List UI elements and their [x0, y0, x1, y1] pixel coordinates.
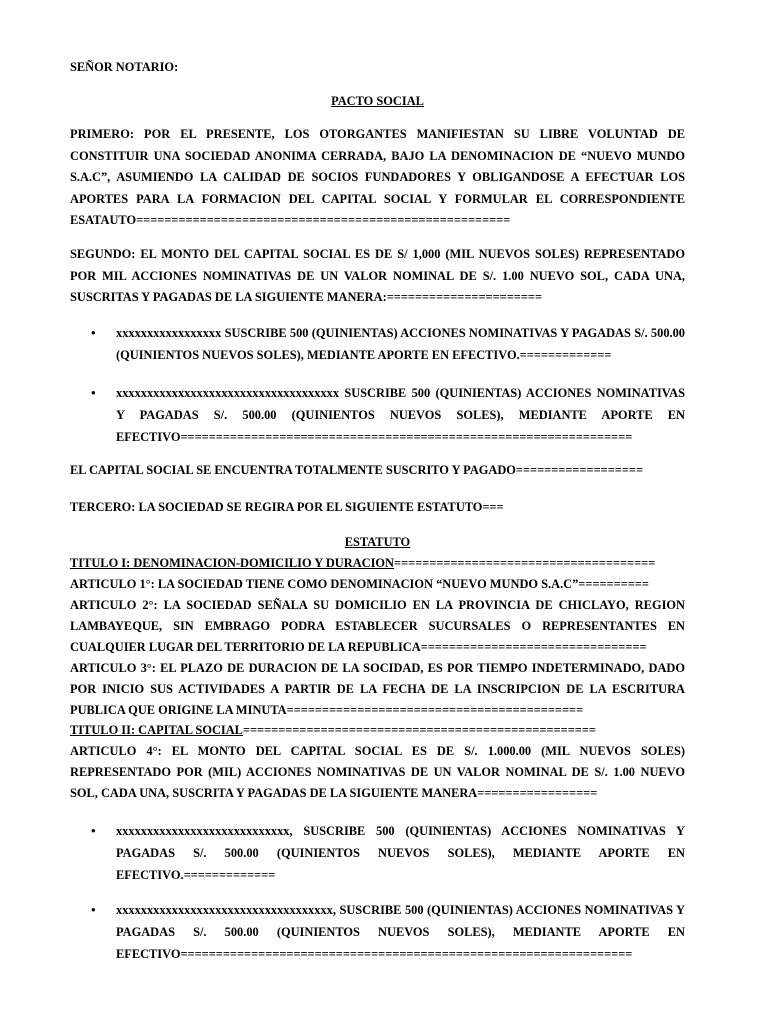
capital-suscrito-paragraph: EL CAPITAL SOCIAL SE ENCUENTRA TOTALMENTE SUSCRITO Y PAGADO==================: [70, 463, 644, 477]
articulo-4: ARTICULO 4°: EL MONTO DEL CAPITAL SOCIAL ES DE S/. 1.000.00 (MIL NUEVOS SOLES) REPRESENTADO POR (MIL) ACCIONES NOMINATIVAS DE UN VALOR NOMINAL DE S/. 1.00 NUEVO SOL, CADA UNA, SUSCRITA Y PAGADAS DE LA SIGUIENTE MANERA=================: [70, 744, 685, 800]
bullet-icon: •: [91, 823, 96, 838]
titulo-2-fill: ==================================================: [242, 723, 596, 737]
bullet-icon: •: [91, 325, 96, 340]
socio-item-2: xxxxxxxxxxxxxxxxxxxxxxxxxxxxxxxxxxxx SUSCRIBE 500 (QUINIENTAS) ACCIONES NOMINATIVAS Y PAGADAS S/. 500.00 (QUINIENTOS NUEVOS SOLES), MEDIANTE APORTE EN EFECTIVO================================================================: [116, 386, 685, 444]
bullet-icon: •: [91, 385, 96, 400]
estatuto-title: ESTATUTO: [344, 535, 411, 549]
articulo-2: ARTICULO 2°: LA SOCIEDAD SEÑALA SU DOMICILIO EN LA PROVINCIA DE CHICLAYO, REGION LAMBAYEQUE, SIN EMBRAGO PODRA ESTABLECER SUCURSALES O REPRESENTANTES EN CUALQUIER LUGAR DEL TERRITORIO DE LA REPUBLICA================================: [70, 598, 685, 654]
titulo-2-heading: TITULO II: CAPITAL SOCIAL: [70, 723, 243, 737]
socio-item-1: xxxxxxxxxxxxxxxxx SUSCRIBE 500 (QUINIENTAS) ACCIONES NOMINATIVAS Y PAGADAS S/. 500.00 (QUINIENTOS NUEVOS SOLES), MEDIANTE APORTE EN EFECTIVO.=============: [116, 326, 685, 362]
bullet-icon: •: [91, 902, 96, 917]
socio-item-4: xxxxxxxxxxxxxxxxxxxxxxxxxxxxxxxxxxx, SUSCRIBE 500 (QUINIENTAS) ACCIONES NOMINATIVAS Y PAGADAS S/. 500.00 (QUINIENTOS NUEVOS SOLES), MEDIANTE APORTE EN EFECTIVO================================================================: [116, 903, 685, 961]
titulo-1-heading: TITULO I: DENOMINACION-DOMICILIO Y DURACION: [70, 556, 395, 570]
pacto-social-title: PACTO SOCIAL: [331, 94, 424, 108]
titulo-1-line: [70, 553, 685, 574]
articulo-3: ARTICULO 3°: EL PLAZO DE DURACION DE LA SOCIDAD, ES POR TIEMPO INDETERMINADO, DADO POR INICIO SUS ACTIVIDADES A PARTIR DE LA FECHA DE LA INSCRIPCION DE LA ESCRITURA PUBLICA QUE ORIGINE LA MINUTA==========================================: [70, 661, 685, 717]
socio-item-3: xxxxxxxxxxxxxxxxxxxxxxxxxxxx, SUSCRIBE 500 (QUINIENTAS) ACCIONES NOMINATIVAS Y PAGADAS S/. 500.00 (QUINIENTOS NUEVOS SOLES), MEDIANTE APORTE EN EFECTIVO.=============: [116, 824, 685, 882]
greeting: SEÑOR NOTARIO:: [70, 60, 179, 74]
titulo-2-line: [70, 720, 685, 741]
articulo-1: ARTICULO 1°: LA SOCIEDAD TIENE COMO DENOMINACION “NUEVO MUNDO S.A.C”==========: [70, 577, 649, 591]
titulo-1-fill: =====================================: [394, 556, 656, 570]
primero-paragraph: PRIMERO: POR EL PRESENTE, LOS OTORGANTES MANIFIESTAN SU LIBRE VOLUNTAD DE CONSTITUIR UNA SOCIEDAD ANONIMA CERRADA, BAJO LA DENOMINACION DE “NUEVO MUNDO S.A.C”, ASUMIENDO LA CALIDAD DE SOCIOS FUNDADORES Y OBLIGANDOSE A EFECTUAR LOS APORTES PARA LA FORMACION DEL CAPITAL SOCIAL Y FORMULAR EL CORRESPONDIENTE ESATAUTO=====================================================: [70, 127, 685, 227]
tercero-paragraph: TERCERO: LA SOCIEDAD SE REGIRA POR EL SIGUIENTE ESTATUTO===: [70, 500, 504, 514]
segundo-paragraph: SEGUNDO: EL MONTO DEL CAPITAL SOCIAL ES DE S/ 1,000 (MIL NUEVOS SOLES) REPRESENTADO POR MIL ACCIONES NOMINATIVAS DE UN VALOR NOMINAL DE S/. 1.00 NUEVO SOL, CADA UNA, SUSCRITAS Y PAGADAS DE LA SIGUIENTE MANERA:======================: [70, 247, 685, 304]
